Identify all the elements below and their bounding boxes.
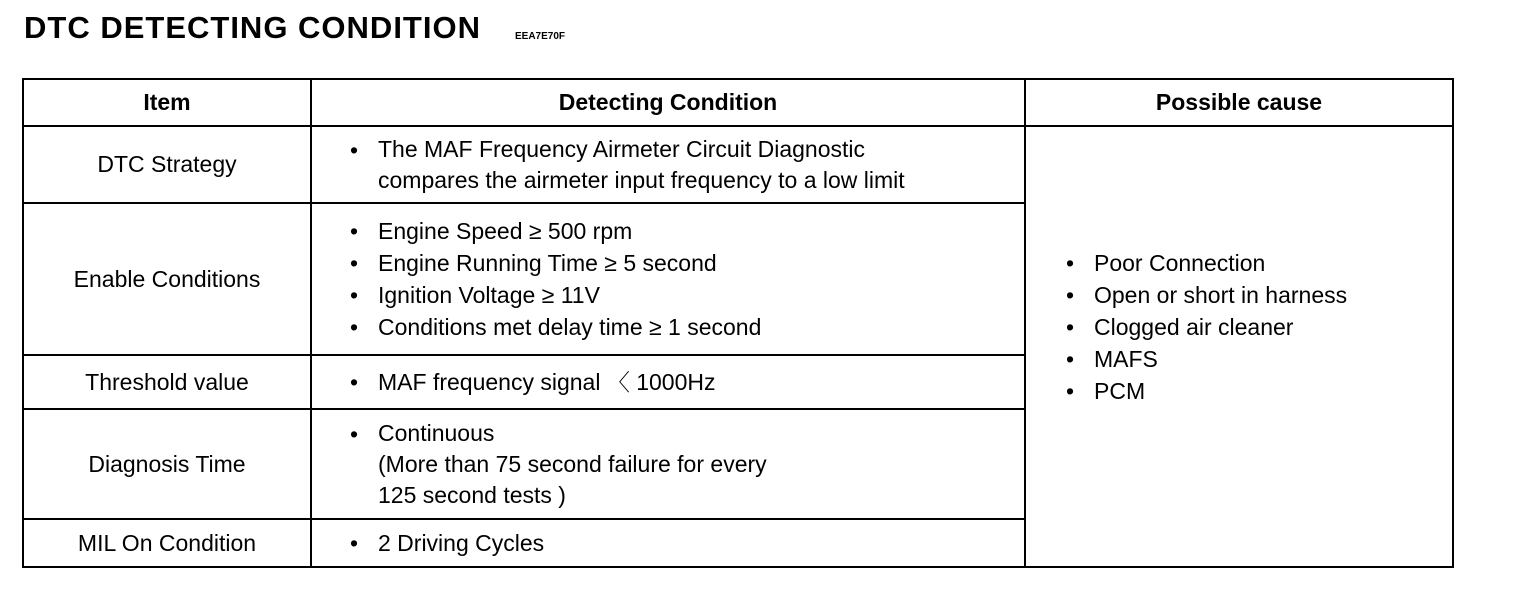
cause-item: • Poor Connection — [1066, 247, 1452, 279]
condition-bullet: • 2 Driving Cycles — [350, 527, 1024, 559]
dtc-condition-table — [22, 78, 1454, 568]
header-detecting-condition: Detecting Condition — [311, 79, 1025, 126]
cause-item: • Clogged air cleaner — [1066, 311, 1452, 343]
condition-bullet: • Continuous (More than 75 second failure for every 125 second tests ) — [350, 418, 1024, 511]
condition-bullet: • Ignition Voltage ≥ 11V — [350, 279, 1024, 311]
cause-item: • PCM — [1066, 375, 1452, 407]
condition-bullet: • Engine Speed ≥ 500 rpm — [350, 215, 1024, 247]
condition-bullet: • The MAF Frequency Airmeter Circuit Diagnostic compares the airmeter input frequency to a low limit — [350, 134, 1024, 196]
page-heading — [24, 8, 565, 48]
condition-bullet: • Conditions met delay time ≥ 1 second — [350, 311, 1024, 343]
header-item: Item — [23, 79, 311, 126]
condition-bullet: • Engine Running Time ≥ 5 second — [350, 247, 1024, 279]
table-header-row — [23, 79, 1453, 126]
item-threshold-value: Threshold value — [23, 355, 311, 409]
item-diagnosis-time: Diagnosis Time — [23, 409, 311, 519]
header-possible-cause: Possible cause — [1025, 79, 1453, 126]
item-dtc-strategy: DTC Strategy — [23, 126, 311, 203]
condition-threshold-value — [311, 355, 1025, 409]
condition-bullet: • MAF frequency signal 〈 1000Hz — [350, 366, 1024, 398]
cause-item: • Open or short in harness — [1066, 279, 1452, 311]
cause-item: • MAFS — [1066, 343, 1452, 375]
table-row-dtc-strategy — [23, 126, 1453, 203]
condition-dtc-strategy — [311, 126, 1025, 203]
document-code: EEA7E70F — [515, 31, 566, 42]
possible-cause-cell — [1025, 126, 1453, 567]
page-title: DTC DETECTING CONDITION — [24, 10, 481, 45]
condition-diagnosis-time — [311, 409, 1025, 519]
condition-mil-on-condition — [311, 519, 1025, 567]
item-mil-on-condition: MIL On Condition — [23, 519, 311, 567]
condition-enable-conditions — [311, 203, 1025, 355]
item-enable-conditions: Enable Conditions — [23, 203, 311, 355]
